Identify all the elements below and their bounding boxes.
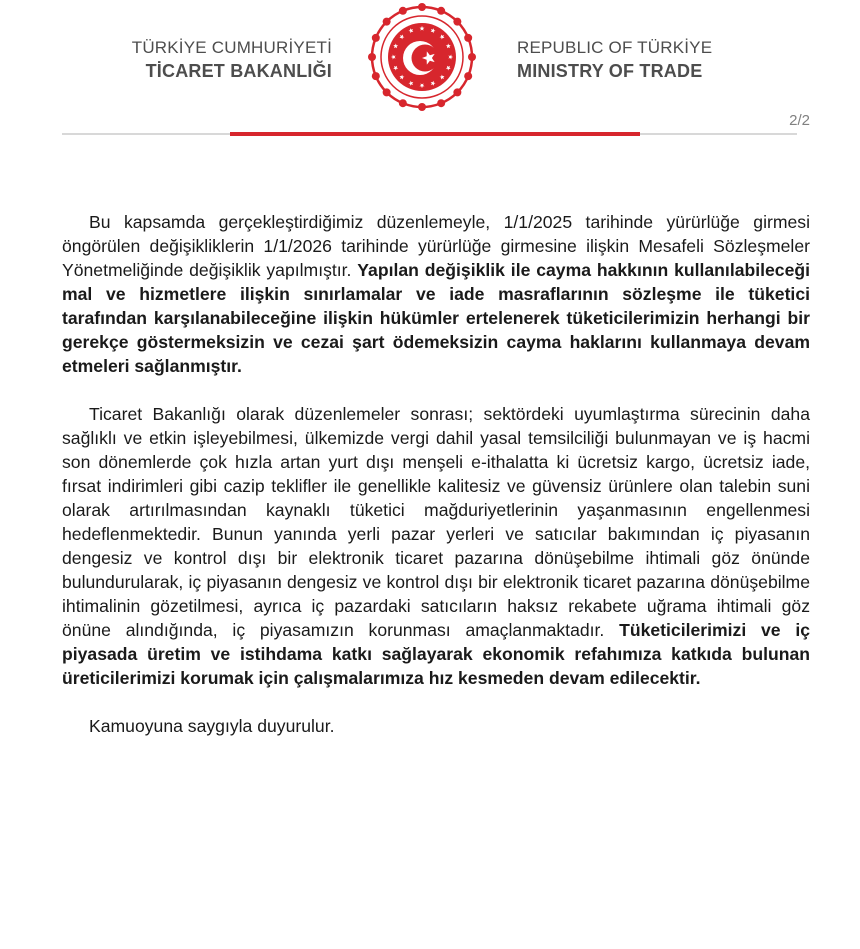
seal-ring-bump xyxy=(464,72,472,80)
paragraph-2-text: Ticaret Bakanlığı olarak düzenlemeler sonrası; sektördeki uyumlaştırma sürecinin daha sağlıklı ve etkin işleyebilmesi, ülkemizde vergi dahil yasal temsilciliği bulunmayan ve iş hacmi son dönemlerde çok hızla artan yurt dışı menşeli e-ithalatta ki ücretsiz kargo, ücretsiz iade, fırsat indirimleri gibi cazip teklifler ile genellikle kalitesiz ve güvensiz ürünlere olan talebin suni olarak artırılmasından kaynaklı tüketici mağduriyetlerinin yaşanmasının engellenmesi hedeflenmektedir. Bunun yanında yerli pazar yerleri ve satıcılar bakımından iç piyasanın dengesiz ve kontrol dışı bir elektronik ticaret pazarına dönüşebilme ihtimali göz önünde bulundurularak, iç piyasanın dengesiz ve kontrol dışı bir elektronik ticaret pazarına dönüşebilme ihtimalinin gözetilmesi, ayrıca iç pazardaki satıcıların haksız rekabete uğrama ihtimali göz önüne alındığında, iç piyasamızın korunması amaçlanmaktadır. xyxy=(62,404,810,640)
seal-ring-bump xyxy=(383,88,391,96)
seal-ring-bump xyxy=(437,7,445,15)
header-right-block xyxy=(517,37,757,83)
paragraph-2 xyxy=(62,402,810,690)
header-right-country: REPUBLIC OF TÜRKİYE xyxy=(517,38,713,57)
seal-ring-bump xyxy=(418,3,426,11)
header-left-block xyxy=(110,37,332,83)
header-left-ministry: TİCARET BAKANLIĞI xyxy=(145,61,332,81)
seal-ring-bump xyxy=(418,103,426,111)
seal-ring-bump xyxy=(399,99,407,107)
seal-ring-bump xyxy=(368,53,376,61)
paragraph-2-bold-text: Tüketicilerimizi ve iç piyasada üretim ve istihdama katkı sağlayarak ekonomik refahımıza katkıda bulunan üreticilerimizi korumak için çalışmalarımıza hız kesmeden devam edilecektir. xyxy=(62,620,810,688)
paragraph-1-text: Bu kapsamda gerçekleştirdiğimiz düzenlemeyle, 1/1/2025 tarihinde yürürlüğe girmesi öngörülen değişikliklerin 1/1/2026 tarihinde yürürlüğe girmesine ilişkin Mesafeli Sözleşmeler Yönetmeliğinde değişiklik yapılmıştır. xyxy=(62,212,810,280)
closing-text: Kamuoyuna saygıyla duyurulur. xyxy=(89,716,335,736)
document-body xyxy=(62,210,810,738)
seal-ring-bump xyxy=(468,53,476,61)
seal-ring-bump xyxy=(399,7,407,15)
ministry-seal-icon xyxy=(367,2,477,112)
paragraph-1 xyxy=(62,210,810,378)
seal-ring-bump xyxy=(372,34,380,42)
seal-ring-bump xyxy=(383,18,391,26)
seal-ring-bump xyxy=(453,88,461,96)
page-number: 2/2 xyxy=(789,112,810,129)
seal-ring-bump xyxy=(453,18,461,26)
paragraph-1-bold-text: Yapılan değişiklik ile cayma hakkının kullanılabileceği mal ve hizmetlere ilişkin sınırlamalar ve iade masraflarının sözleşme ile tüketici tarafından karşılanabileceğine ilişkin hükümler ertelenerek tüketicilerimizin herhangi bir gerekçe göstermeksizin ve cezai şart ödemeksizin cayma haklarını kullanmaya devam etmeleri sağlanmıştır. xyxy=(62,260,810,376)
header-right-ministry: MINISTRY OF TRADE xyxy=(517,61,703,81)
closing-line xyxy=(62,714,810,738)
seal-ring-bump xyxy=(372,72,380,80)
header-left-country: TÜRKİYE CUMHURİYETİ xyxy=(131,38,332,57)
seal-ring-bump xyxy=(464,34,472,42)
seal-ring-bump xyxy=(437,99,445,107)
header-accent-bar xyxy=(230,132,640,136)
